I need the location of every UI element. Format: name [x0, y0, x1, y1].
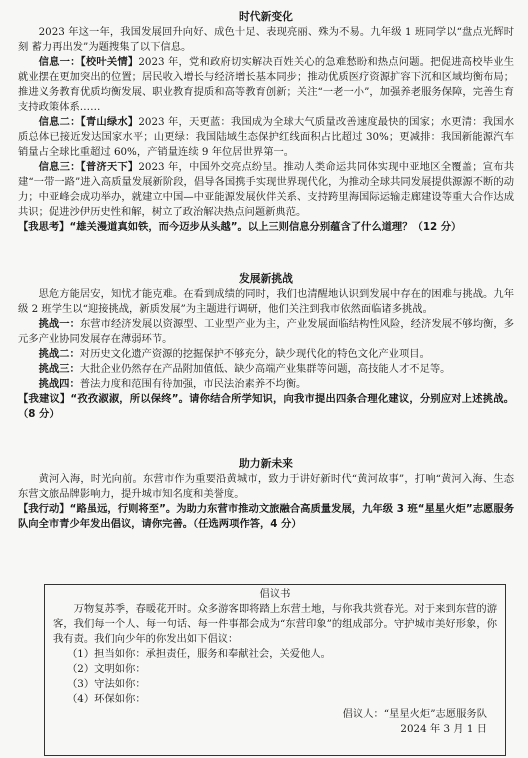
info-label: 信息三：【普济天下】 — [38, 161, 139, 173]
section2-suggestion: 【我建议】“孜孜淑淑，所以保终”。请你结合所学知识，向我市提出四条合理化建议，分别应对上述挑战。（8 分） — [18, 393, 514, 420]
section1-question: 【我思考】“雄关漫道真如铁，而今迈步从头越”。以上三则信息分别蕴含了什么道理？（12 分） — [18, 221, 462, 233]
challenge-text: 对历史文化遗产资源的挖掘保护不够充分，缺少现代化的特色文化产业项目。 — [79, 348, 430, 360]
challenge-label: 挑战四： — [38, 378, 80, 390]
letter-title: 倡议书 — [259, 588, 291, 600]
challenge-text: 普法力度和范围有待加强，市民法治素养不均衡。 — [79, 378, 307, 390]
info-item-2 — [18, 115, 514, 160]
letter-item-2[interactable] — [53, 662, 497, 677]
section3-action: 【我行动】“路虽远，行则将至”。为助力东营市推动文旅融合高质量发展，九年级 3 班“星星火炬”志愿服务队向全市青少年发出倡议，请你完善。（任选两项作答，4 分） — [18, 503, 514, 530]
letter-item-1: （1）担当如你：承担责任，服务和奉献社会，关爱他人。 — [67, 648, 331, 660]
letter-signer: 倡议人：“星星火炬”志愿服务队 — [342, 708, 487, 720]
info-label: 信息一：【校叶关情】 — [38, 56, 139, 68]
letter-item-4[interactable] — [53, 692, 497, 707]
section3-intro: 黄河入海，时光向前。东营市作为重要沿黄城市，致力于讲好新时代“黄河故事”，打响“黄河入海、生态东营文旅品牌影响力，提升城市知名度和美誉度。 — [18, 473, 514, 500]
challenge-item-1 — [18, 317, 514, 347]
letter-body: 万物复苏季，春暖花开时。众多游客即将踏上东营土地，与你我共赏春光。对于来到东营的游客，我们每一个人、每一句话、每一件事都会成为“东营印象”的组成部分。守护城市美好形象，你我有责。我们向少年的你发出如下倡议： — [53, 603, 497, 645]
worksheet-page — [18, 0, 514, 532]
section1-intro: 2023 年这一年，我国发展回升向好、成色十足、表现亮丽、殊为不易。九年级 1 班同学以“盘点光辉时刻 蓄力再出发”为题搜集了以下信息。 — [18, 26, 514, 53]
challenge-item-3 — [18, 362, 514, 377]
info-text: 2023 年，党和政府切实解决百姓关心的急难愁盼和热点问题。把促进高校毕业生就业摆在更加突出的位置；居民收入增长与经济增长基本同步；推动优质医疗资源扩容下沉和区域均衡布局；推进义务教育优质均衡发展、职业教育提质和高等教育创新；关注“一老一小”，加强养老服务保障，完善生育支持政策体系…… — [18, 56, 514, 113]
letter-item-label: （2）文明如你： — [67, 663, 146, 675]
challenge-item-4 — [18, 377, 514, 392]
challenge-item-2 — [18, 347, 514, 362]
info-text: 2023 年，中国外交亮点纷呈。推动人类命运共同体实现中亚地区全覆盖；宣布共建“一带一路”进入高质量发展新阶段，倡导各国携手实现世界现代化，为推动全球共同发展提供源源不断的动力；中亚峰会成功举办，就建立中国—中亚能源发展伙伴关系、支持跨里海国际运输走廊建设等重大合作达成共识；促进沙伊历史性和解，树立了政治解决热点问题新典范。 — [18, 161, 514, 218]
letter-item-label: （4）环保如你： — [67, 693, 146, 705]
proposal-letter — [44, 584, 506, 756]
section1-title: 时代新变化 — [239, 10, 293, 23]
letter-date: 2024 年 3 月 1 日 — [400, 723, 487, 735]
info-label: 信息二：【青山绿水】 — [38, 116, 139, 128]
letter-item-3[interactable] — [53, 677, 497, 692]
challenge-label: 挑战二： — [38, 348, 80, 360]
section3-title: 助力新未来 — [239, 457, 293, 470]
section2-intro: 思危方能居安，知忧才能克难。在看到成绩的同时，我们也清醒地认识到发展中存在的困难与挑战。九年级 2 班学生以“迎接挑战，新质发展”为主题进行调研，他们关注到我市依然面临诸多挑战。 — [18, 288, 514, 315]
challenge-text: 东营市经济发展以资源型、工业型产业为主，产业发展面临结构性风险，经济发展不够均衡，多元多产业协同发展存在薄弱环节。 — [18, 318, 514, 345]
info-text: 2023 年，天更蓝：我国成为全球大气质量改善速度最快的国家；水更清：我国水质总体已接近发达国家水平；山更绿：我国陆域生态保护红线面积占比超过 30%；更减排：我国新能源汽车销量占全球比重超过 60%，产销量连续 9 年位居世界第一。 — [18, 116, 514, 158]
info-item-1 — [18, 55, 514, 115]
challenge-text: 大批企业仍然存在产品附加值低、缺少高端产业集群等问题，高技能人才不足等。 — [79, 363, 451, 375]
challenge-label: 挑战三： — [38, 363, 80, 375]
section2-title: 发展新挑战 — [239, 272, 293, 285]
info-item-3 — [18, 160, 514, 220]
challenge-label: 挑战一： — [38, 318, 80, 330]
letter-item-label: （3）守法如你： — [67, 678, 146, 690]
